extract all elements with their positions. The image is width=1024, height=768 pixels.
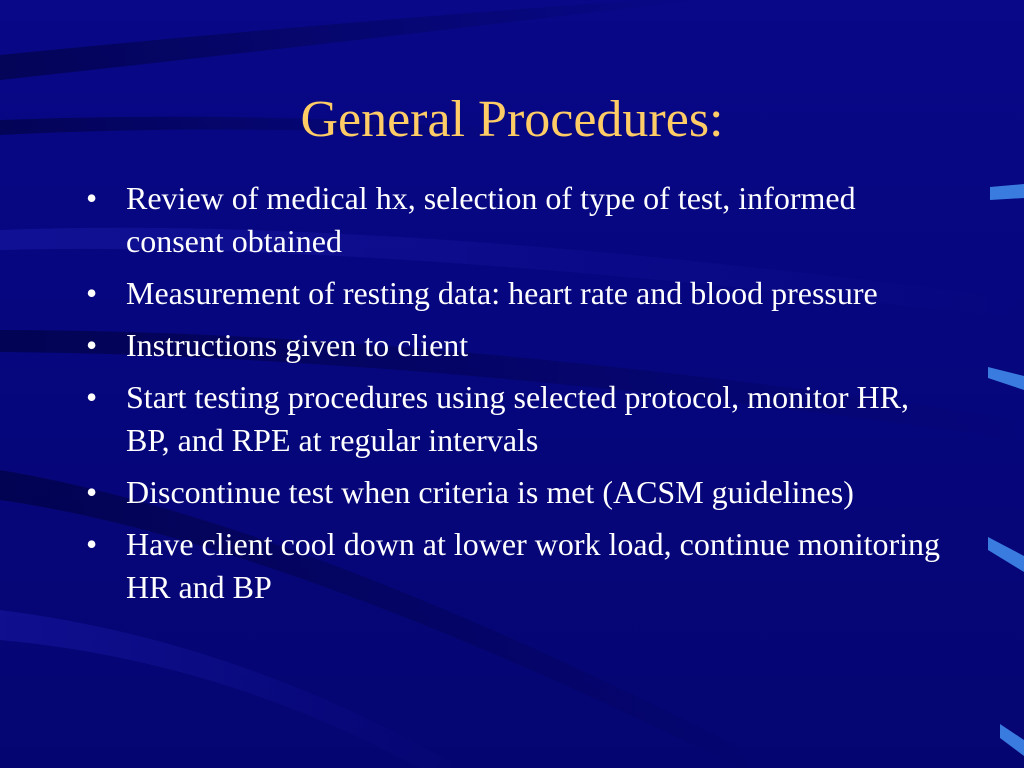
bullet-text: Instructions given to client: [126, 327, 469, 363]
bullet-icon: •: [86, 526, 98, 562]
bullet-icon: •: [86, 275, 98, 311]
bullet-icon: •: [86, 474, 98, 510]
list-item: [84, 272, 944, 315]
bullet-icon: •: [86, 327, 98, 363]
bullet-text: Discontinue test when criteria is met (ACSM guidelines): [126, 474, 854, 510]
bullet-text: Have client cool down at lower work load, continue monitoring HR and BP: [126, 526, 941, 605]
bullet-icon: •: [86, 180, 98, 216]
list-item: [84, 177, 944, 263]
bullet-text: Review of medical hx, selection of type of test, informed consent obtained: [126, 180, 856, 259]
list-item: [84, 471, 944, 514]
list-item: [84, 376, 944, 462]
bullet-text: Start testing procedures using selected protocol, monitor HR, BP, and RPE at regular intervals: [126, 379, 909, 458]
list-item: [84, 324, 944, 367]
list-item: [84, 523, 944, 609]
bullet-icon: •: [86, 379, 98, 415]
right-edge-accent-marks: [988, 184, 1024, 756]
slide-title: General Procedures:: [300, 91, 724, 148]
bullet-text: Measurement of resting data: heart rate and blood pressure: [126, 275, 878, 311]
bullet-list: [84, 177, 944, 618]
